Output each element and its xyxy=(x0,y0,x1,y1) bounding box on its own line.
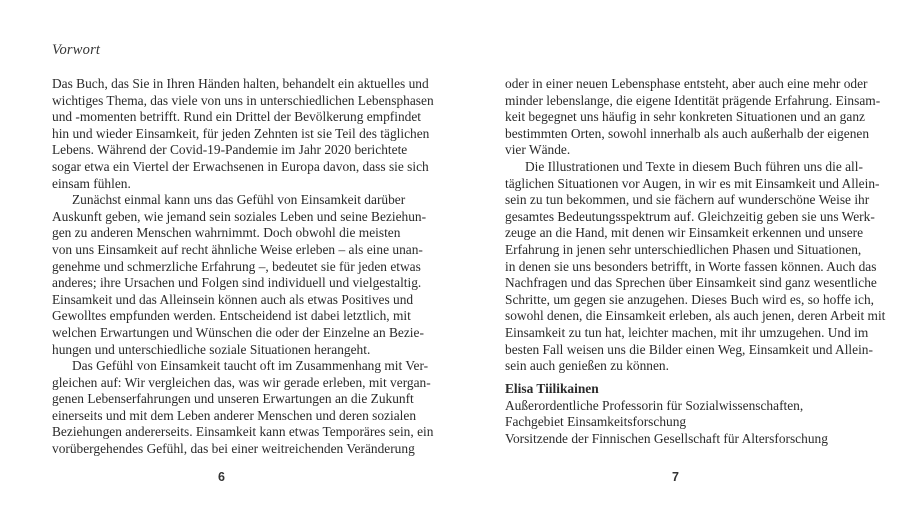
paragraph xyxy=(52,192,427,358)
right-page xyxy=(450,0,900,526)
text-line: Einsamkeit und das Alleinsein können auch als etwas Positives und xyxy=(52,291,414,307)
text-line: in denen sie uns besonders betrifft, in Worte fassen können. Auch das xyxy=(505,258,877,274)
text-line: und -momenten betrifft. Rund ein Drittel der Bevölkerung empfindet xyxy=(52,109,422,125)
text-line: bestimmten Orten, sowohl innerhalb als auch außerhalb der eigenen xyxy=(505,125,870,141)
text-line: anderes; ihre Ursachen und Folgen sind individuell und vielgestaltig. xyxy=(52,275,422,291)
text-line: minder lebenslange, die eigene Identität prägende Erfahrung. Einsam- xyxy=(505,92,881,108)
text-line: Einsamkeit zu tun hat, leichter machen, mit ihr umzugehen. Und im xyxy=(505,324,869,340)
text-line: sowohl denen, die Einsamkeit erleben, als auch jenen, deren Arbeit mit xyxy=(505,308,886,324)
right-page-body xyxy=(505,76,886,375)
running-head: Vorwort xyxy=(52,42,101,58)
text-line: Auskunft geben, wie jemand sein soziales Leben und seine Beziehun- xyxy=(52,208,427,224)
text-line: Das Gefühl von Einsamkeit taucht oft im Zusammenhang mit Ver- xyxy=(72,358,429,374)
text-line: genen Lebenserfahrungen und unseren Erwartungen an die Zukunft xyxy=(52,391,414,407)
text-line: Gewolltes empfunden werden. Entscheidend ist dabei letztlich, mit xyxy=(52,308,411,324)
text-line: keit begegnet uns häufig in sehr konkreten Situationen und an ganz xyxy=(505,109,865,125)
text-line: Erfahrung in jenen sehr unterschiedlichen Phasen und Situationen, xyxy=(505,241,862,257)
text-line: Das Buch, das Sie in Ihren Händen halten, behandelt ein aktuelles und xyxy=(52,76,429,91)
author-name: Elisa Tiilikainen xyxy=(505,381,599,396)
text-line: Die Illustrationen und Texte in diesem Buch führen uns die all- xyxy=(525,158,863,174)
text-line: vier Wände. xyxy=(505,142,571,158)
signature-block xyxy=(505,381,828,447)
text-line: Zunächst einmal kann uns das Gefühl von Einsamkeit darüber xyxy=(72,192,406,208)
text-line: Lebens. Während der Covid-19-Pandemie im Jahr 2020 berichtete xyxy=(52,142,408,158)
author-title-line: Außerordentliche Professorin für Sozialwissenschaften, xyxy=(505,397,804,413)
page-number-right: 7 xyxy=(672,470,679,484)
left-page-body xyxy=(52,76,434,458)
paragraph xyxy=(505,158,886,375)
text-line: sein zu tun bekommen, und sie fächern auf wunderschöne Weise ihr xyxy=(505,192,870,208)
text-line: gesamtes Bedeutungsspektrum auf. Gleichzeitig geben sie uns Werk- xyxy=(505,208,875,224)
text-line: Beziehungen andererseits. Einsamkeit kann etwas Temporäres sein, ein xyxy=(52,424,434,440)
text-line: vorübergehendes Gefühl, das bei einer weitreichenden Veränderung xyxy=(52,441,415,457)
author-title-line: Fachgebiet Einsamkeitsforschung xyxy=(505,414,687,430)
text-line: einerseits und mit dem Leben anderer Menschen und deren sozialen xyxy=(52,407,417,423)
paragraph xyxy=(505,76,881,159)
text-line: genehme und schmerzliche Erfahrung –, bedeutet sie für jeden etwas xyxy=(52,258,421,274)
text-line: oder in einer neuen Lebensphase entsteht, aber auch eine mehr oder xyxy=(505,76,868,91)
author-title-line: Vorsitzende der Finnischen Gesellschaft für Altersforschung xyxy=(505,430,828,446)
text-line: täglichen Situationen vor Augen, in wir es mit Einsamkeit und Allein- xyxy=(505,175,880,191)
text-line: hungen und unterschiedliche soziale Situationen herangeht. xyxy=(52,341,371,357)
text-line: von uns Einsamkeit auf recht ähnliche Weise erleben – als eine unan- xyxy=(52,241,423,257)
text-line: sein auch genießen zu können. xyxy=(505,358,669,374)
text-line: hin und wieder Einsamkeit, für jeden Zehnten ist sie Teil des täglichen xyxy=(52,125,430,141)
text-line: einsam fühlen. xyxy=(52,175,131,191)
text-line: gen zu anderen Menschen wahrnimmt. Doch obwohl die meisten xyxy=(52,225,401,241)
text-line: Nachfragen und das Sprechen über Einsamkeit sind ganz wesentliche xyxy=(505,275,877,291)
paragraph xyxy=(52,76,434,192)
page-number-left: 6 xyxy=(218,470,225,484)
text-line: sogar etwa ein Viertel der Erwachsenen in Europa davon, dass sie sich xyxy=(52,158,429,174)
text-line: besten Fall weisen uns die Bilder einen Weg, Einsamkeit und Allein- xyxy=(505,341,873,357)
text-line: welchen Erwartungen und Wünschen die oder der Einzelne an Bezie- xyxy=(52,324,424,340)
text-line: wichtiges Thema, das viele von uns in unterschiedlichen Lebensphasen xyxy=(52,92,434,108)
text-line: gleichen auf: Wir vergleichen das, was wir gerade erleben, mit vergan- xyxy=(52,374,431,390)
text-line: zeuge an die Hand, mit denen wir Einsamkeit erkennen und unsere xyxy=(505,225,864,241)
text-line: Schritte, um gegen sie anzugehen. Dieses Buch wird es, so hoffe ich, xyxy=(505,291,875,307)
paragraph xyxy=(52,358,434,458)
